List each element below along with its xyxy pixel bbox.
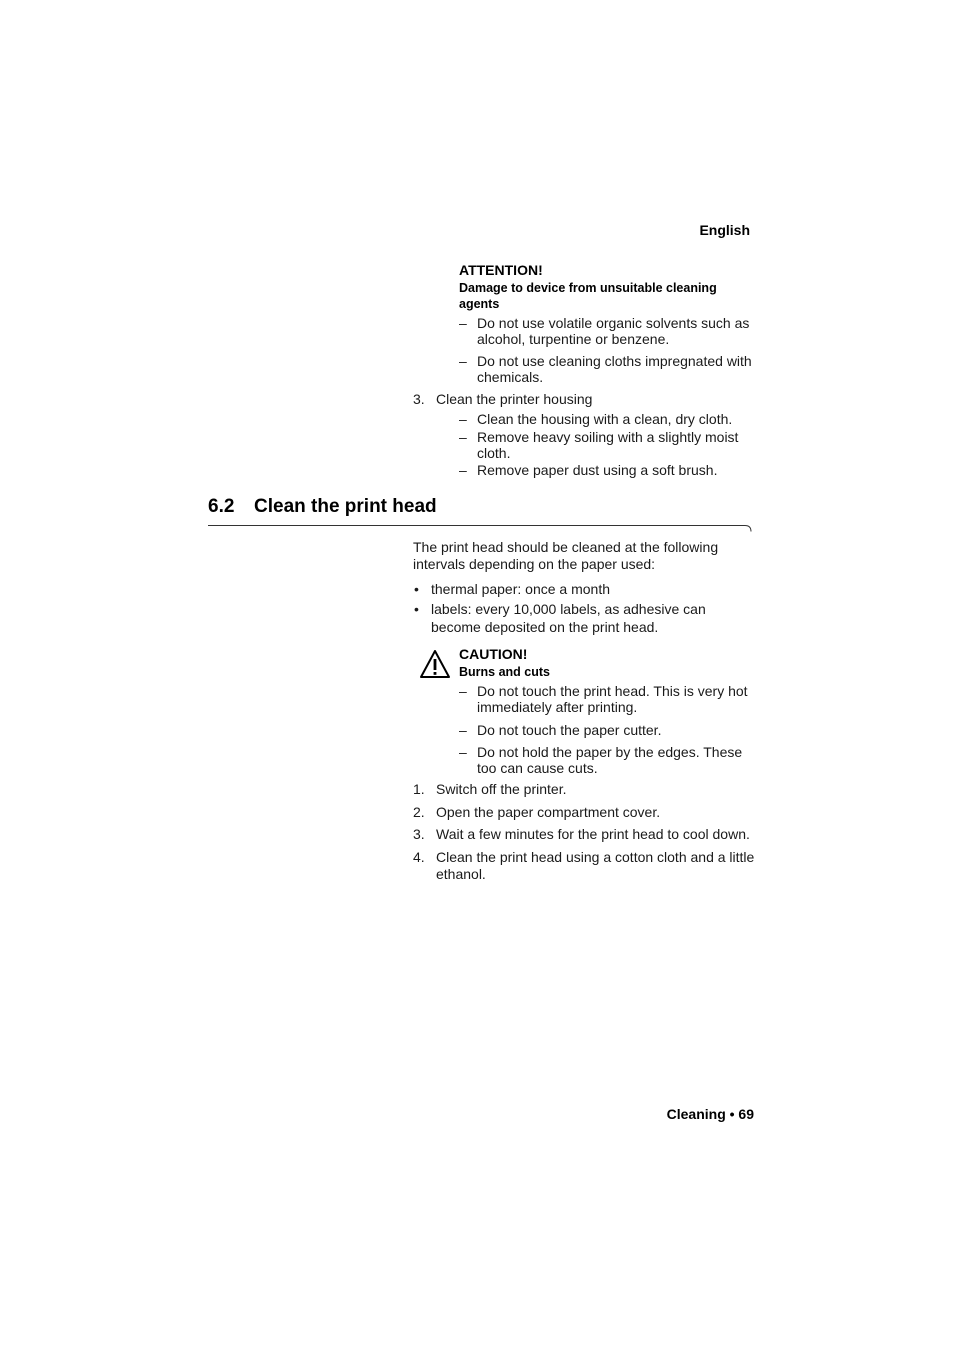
housing-item-text: Remove heavy soiling with a slightly moist cloth. (477, 429, 739, 461)
attention-item-text: Do not use cleaning cloths impregnated with chemicals. (477, 353, 752, 385)
housing-item-text: Clean the housing with a clean, dry cloth. (477, 411, 733, 427)
attention-item-text: Do not use volatile organic solvents such as alcohol, turpentine or benzene. (477, 315, 750, 347)
dash-marker: – (459, 462, 467, 478)
attention-title: ATTENTION! (459, 262, 543, 278)
bullet-text: thermal paper: once a month (431, 581, 610, 597)
dash-marker: – (459, 683, 467, 699)
housing-step (413, 391, 758, 408)
housing-item (459, 411, 759, 427)
attention-item (459, 353, 759, 385)
dash-marker: – (459, 429, 467, 445)
interval-bullet (413, 600, 758, 636)
language-label: English (699, 222, 750, 238)
caution-item-text: Do not touch the paper cutter. (477, 722, 662, 738)
bullet-marker: • (414, 581, 419, 597)
section-title: Clean the print head (254, 496, 437, 517)
page-footer: Cleaning • 69 (666, 1106, 754, 1122)
caution-subtitle: Burns and cuts (459, 665, 550, 679)
dash-marker: – (459, 744, 467, 760)
step-text: Clean the printer housing (436, 391, 593, 407)
procedure-step (413, 826, 758, 843)
section-rule (208, 522, 754, 536)
step-text: Wait a few minutes for the print head to cool down. (436, 826, 750, 842)
housing-item-text: Remove paper dust using a soft brush. (477, 462, 718, 478)
caution-item (459, 722, 759, 738)
dash-marker: – (459, 353, 467, 369)
housing-item (459, 429, 759, 461)
housing-item (459, 462, 759, 478)
procedure-step (413, 804, 758, 821)
step-text: Switch off the printer. (436, 781, 567, 797)
dash-marker: – (459, 411, 467, 427)
caution-item-text: Do not touch the print head. This is very hot immediately after printing. (477, 683, 748, 715)
step-number: 2. (413, 804, 425, 820)
section-intro: The print head should be cleaned at the following intervals depending on the paper used: (413, 539, 719, 572)
dash-marker: – (459, 315, 467, 331)
bullet-marker: • (414, 601, 419, 617)
warning-triangle-icon (419, 649, 451, 679)
step-number: 1. (413, 781, 425, 797)
section-number: 6.2 (208, 496, 235, 517)
attention-item (459, 315, 759, 347)
section-heading (208, 496, 437, 518)
procedure-step (413, 781, 758, 798)
caution-title: CAUTION! (459, 646, 528, 662)
bullet-text: labels: every 10,000 labels, as adhesive can become deposited on the print head. (431, 601, 706, 635)
caution-item-text: Do not hold the paper by the edges. These too can cause cuts. (477, 744, 743, 776)
step-text: Open the paper compartment cover. (436, 804, 661, 820)
interval-bullet (413, 580, 758, 598)
caution-item (459, 744, 759, 776)
caution-item (459, 683, 759, 715)
step-number: 3. (413, 826, 425, 842)
step-number: 4. (413, 849, 425, 865)
step-number: 3. (413, 391, 425, 407)
attention-subtitle: Damage to device from unsuitable cleaning agents (459, 281, 717, 311)
procedure-step (413, 849, 758, 883)
dash-marker: – (459, 722, 467, 738)
step-text: Clean the print head using a cotton cloth and a little ethanol. (436, 849, 755, 882)
